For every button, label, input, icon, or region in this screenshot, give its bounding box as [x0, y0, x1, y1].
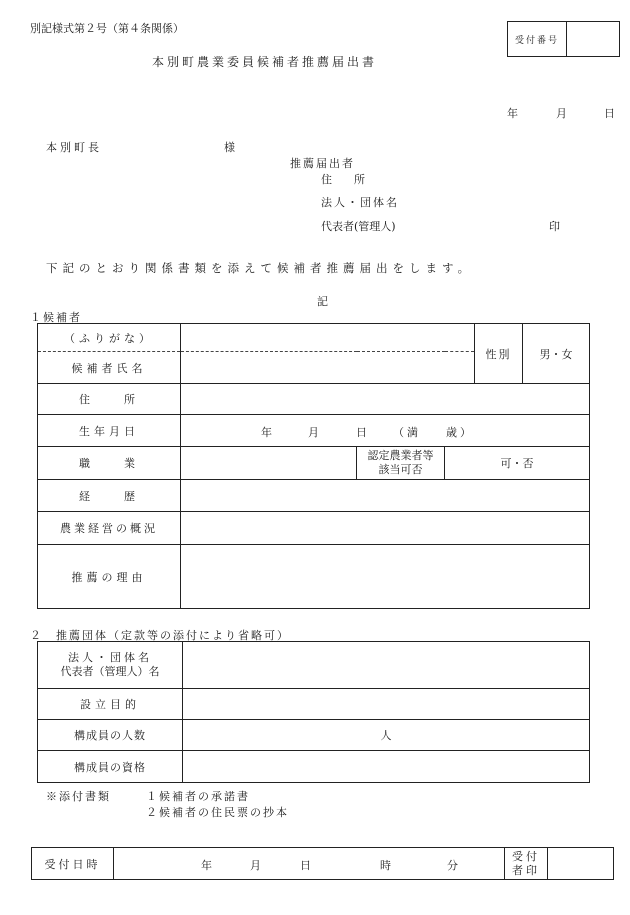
org-name-label	[38, 642, 183, 689]
section2-title: ２ 推薦団体（定款等の添付により省略可）	[30, 629, 290, 642]
receipt-stamp-label-line2: 者印	[512, 863, 540, 877]
receipt-month-unit: 月	[250, 859, 261, 872]
receipt-day-unit: 日	[300, 859, 311, 872]
receipt-stamp-label	[505, 848, 548, 880]
purpose-label: 設立目的	[38, 689, 183, 720]
birth-day-unit: 日	[356, 426, 367, 439]
applicant-heading: 推薦届出者	[290, 157, 355, 170]
birth-year-unit: 年	[261, 426, 272, 439]
attachments-label: ※添付書類	[46, 790, 111, 803]
section1-title: １候補者	[30, 311, 82, 324]
receipt-stamp-label-line1: 受付	[512, 849, 540, 863]
career-field[interactable]	[181, 480, 590, 512]
age-open: （満	[393, 426, 421, 439]
receipt-hour-unit: 時	[380, 859, 391, 872]
receipt-year-unit: 年	[201, 859, 212, 872]
receipt-datetime-label: 受付日時	[32, 848, 114, 880]
certified-farmer-value[interactable]: 可・否	[445, 447, 590, 480]
attachment-item-1: １候補者の承諾書	[146, 790, 250, 803]
candidate-table	[37, 323, 590, 609]
org-name-label-line2: 代表者（管理人）名	[60, 665, 160, 678]
receipt-number-field[interactable]	[567, 22, 620, 57]
candidate-address-label: 住 所	[38, 384, 181, 415]
certified-farmer-label-line2: 該当可否	[378, 463, 423, 476]
addressee-name: 本別町長	[46, 141, 102, 154]
receipt-table	[31, 847, 614, 880]
occupation-label: 職 業	[38, 447, 181, 480]
reason-label: 推薦の理由	[38, 545, 181, 609]
certified-farmer-label	[357, 447, 445, 480]
organization-table	[37, 641, 590, 783]
receipt-datetime-field[interactable]	[114, 848, 505, 880]
certified-farmer-label-line1: 認定農業者等	[367, 449, 434, 462]
form-number: 別記様式第２号（第４条関係）	[30, 22, 184, 35]
org-name-field[interactable]	[183, 642, 590, 689]
receipt-stamp-field[interactable]	[548, 848, 614, 880]
date-month: 月	[556, 107, 567, 120]
org-name-label-line1: 法人・団体名	[68, 651, 152, 664]
receipt-minute-unit: 分	[447, 859, 458, 872]
applicant-org-label: 法人・団体名	[321, 196, 399, 209]
furigana-label: （ふりがな）	[38, 324, 181, 352]
document-title: 本別町農業委員候補者推薦届出書	[152, 55, 378, 69]
member-qualification-label: 構成員の資格	[38, 751, 183, 783]
ki-mark: 記	[317, 295, 328, 308]
gender-label: 性別	[475, 324, 523, 384]
age-close: 歳）	[446, 426, 474, 439]
career-label: 経 歴	[38, 480, 181, 512]
receipt-number-label: 受付番号	[508, 22, 567, 57]
date-year: 年	[507, 107, 518, 120]
gender-value[interactable]: 男・女	[523, 324, 590, 384]
seal-mark: 印	[549, 220, 560, 233]
occupation-field[interactable]	[181, 447, 357, 480]
purpose-field[interactable]	[183, 689, 590, 720]
farm-overview-field[interactable]	[181, 512, 590, 545]
birth-date-field[interactable]	[181, 415, 590, 447]
member-count-label: 構成員の人数	[38, 720, 183, 751]
applicant-rep-label: 代表者(管理人)	[321, 220, 396, 233]
farm-overview-label: 農業経営の概況	[38, 512, 181, 545]
receipt-number-box	[507, 21, 620, 57]
date-day: 日	[604, 107, 615, 120]
applicant-address-label: 住 所	[321, 173, 365, 186]
furigana-field[interactable]	[181, 324, 475, 352]
birth-date-label: 生年月日	[38, 415, 181, 447]
candidate-name-field[interactable]	[181, 352, 475, 384]
candidate-address-field[interactable]	[181, 384, 590, 415]
intro-text: 下記のとおり関係書類を添えて候補者推薦届出をします。	[46, 261, 475, 275]
member-qualification-field[interactable]	[183, 751, 590, 783]
reason-field[interactable]	[181, 545, 590, 609]
candidate-name-label: 候補者氏名	[38, 352, 181, 384]
member-count-field[interactable]: 人	[183, 720, 590, 751]
birth-month-unit: 月	[308, 426, 319, 439]
addressee-honorific: 様	[224, 141, 235, 154]
attachment-item-2: ２候補者の住民票の抄本	[146, 806, 289, 819]
